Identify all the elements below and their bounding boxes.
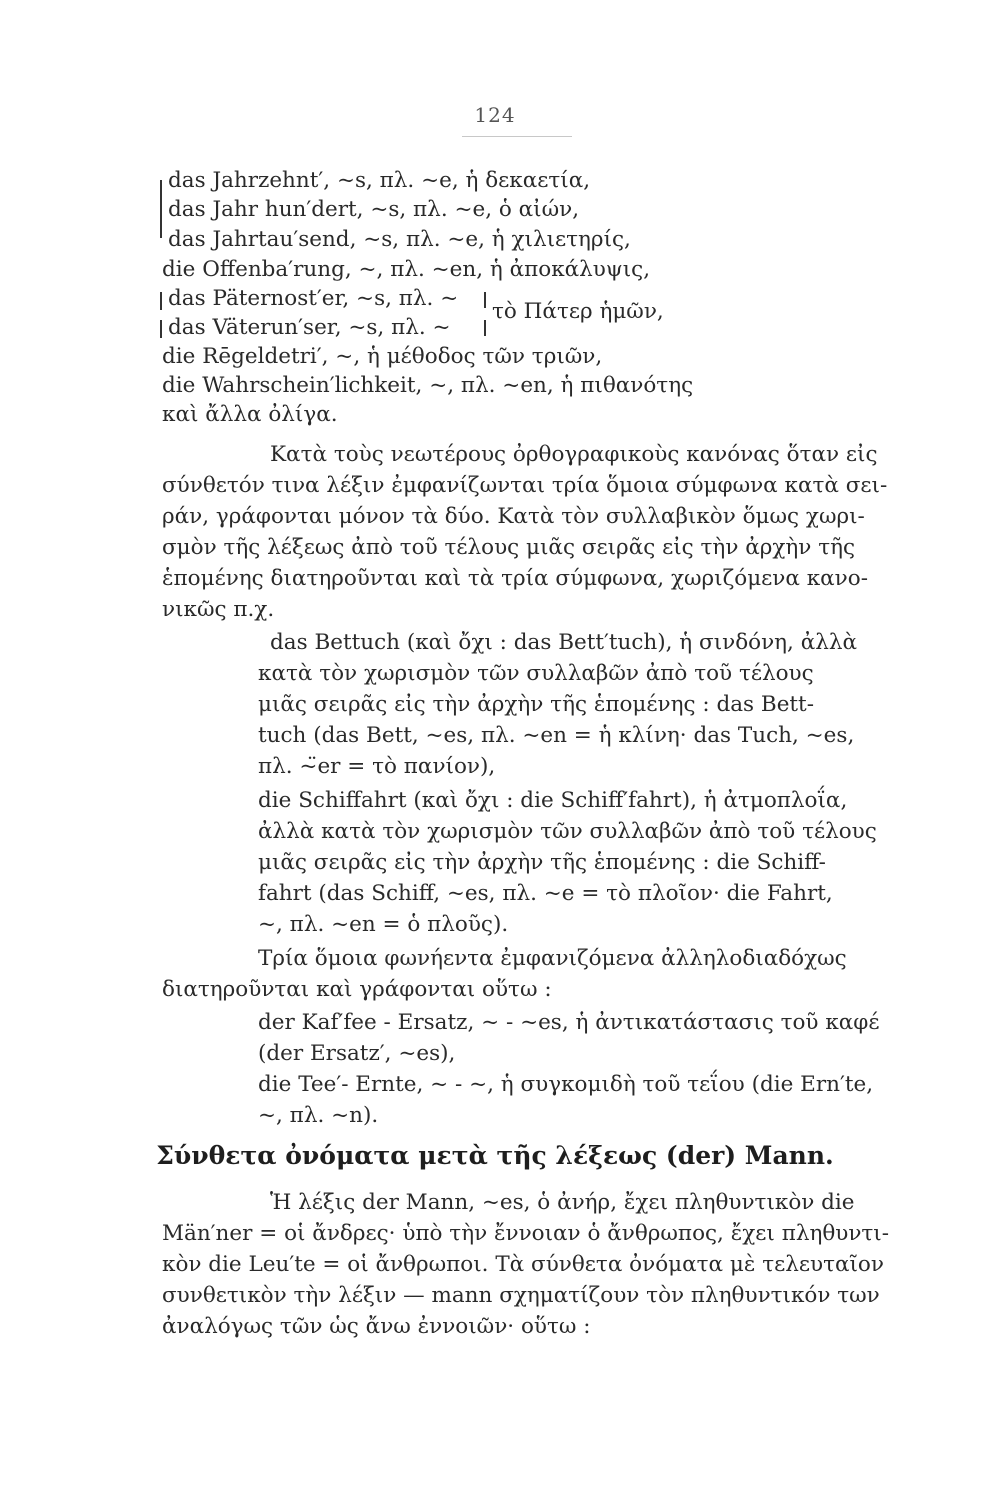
bracket-mark [160, 292, 162, 310]
bracket-mark [484, 292, 486, 308]
page-number: 124 [474, 103, 516, 127]
paragraph-line: ἑπομένης διατηροῦνται καὶ τὰ τρία σύμφωνα, χωριζόμενα κανο- [162, 566, 868, 591]
paragraph-line: συνθετικὸν τὴν λέξιν — mann σχηματίζουν τὸν πληθυντικόν των [162, 1283, 880, 1308]
pater-gloss: τὸ Πάτερ ἡμῶν, [492, 299, 664, 324]
paragraph-line: Κατὰ τοὺς νεωτέρους ὀρθογραφικοὺς κανόνας ὅταν εἰς [270, 442, 878, 467]
list-item: das Jahr hun′dert, ~s, πλ. ~e, ὁ αἰών, [168, 197, 580, 222]
example-line: πλ. ~̈er = τὸ πανίον), [258, 754, 496, 779]
example-line: κατὰ τὸν χωρισμὸν τῶν συλλαβῶν ἀπὸ τοῦ τέλους [258, 661, 814, 686]
list-item: das Päternost′er, ~s, πλ. ~ [168, 286, 459, 311]
paragraph-line: κὸν die Leu′te = οἱ ἄνθρωποι. Τὰ σύνθετα ὀνόματα μὲ τελευταῖον [162, 1252, 884, 1277]
example-line: fahrt (das Schiff, ~es, πλ. ~e = τὸ πλοῖον· die Fahrt, [258, 881, 833, 906]
example-line: die Tee′- Ernte, ~ - ~, ἡ συγκομιδὴ τοῦ τεΐου (die Ern′te, [258, 1072, 874, 1097]
paragraph-line: σμὸν τῆς λέξεως ἀπὸ τοῦ τέλους μιᾶς σειρᾶς εἰς τὴν ἀρχὴν τῆς [162, 535, 856, 560]
bracket-mark [160, 180, 162, 238]
example-line: μιᾶς σειρᾶς εἰς τὴν ἀρχὴν τῆς ἑπομένης : das Bett- [258, 692, 814, 717]
paragraph-line: ἀναλόγως τῶν ὡς ἄνω ἐννοιῶν· οὕτω : [162, 1314, 591, 1339]
example-line: die Schiffahrt (καὶ ὄχι : die Schiff′fahrt), ἡ ἀτμοπλοΐα, [258, 788, 848, 813]
paragraph-line: Τρία ὅμοια φωνήεντα ἐμφανιζόμενα ἀλληλοδιαδόχως [258, 946, 847, 971]
example-line: der Kaf′fee - Ersatz, ~ - ~es, ἡ ἀντικατάστασις τοῦ καφέ [258, 1010, 880, 1035]
header-rule [462, 136, 572, 137]
bracket-mark [484, 320, 486, 336]
list-item: die Rēgeldetri′, ~, ἡ μέθοδος τῶν τριῶν, [162, 344, 603, 369]
example-line: ~, πλ. ~en = ὁ πλοῦς). [258, 912, 509, 937]
example-line: (der Ersatz′, ~es), [258, 1041, 456, 1066]
paragraph-line: Ἡ λέξις der Mann, ~es, ὁ ἀνήρ, ἔχει πληθυντικὸν die [270, 1190, 855, 1215]
list-item: die Offenba′rung, ~, πλ. ~en, ἡ ἀποκάλυψις, [162, 257, 651, 282]
list-item: das Jahrtau′send, ~s, πλ. ~e, ἡ χιλιετηρίς, [168, 227, 631, 252]
bracket-mark [160, 320, 162, 338]
paragraph-line: Män′ner = οἱ ἄνδρες· ὑπὸ τὴν ἔννοιαν ὁ ἄνθρωπος, ἔχει πληθυντι- [162, 1221, 890, 1246]
example-line: ἀλλὰ κατὰ τὸν χωρισμὸν τῶν συλλαβῶν ἀπὸ τοῦ τέλους [258, 819, 877, 844]
example-line: μιᾶς σειρᾶς εἰς τὴν ἀρχὴν τῆς ἑπομένης : die Schiff- [258, 850, 826, 875]
list-item: das Jahrzehnt′, ~s, πλ. ~e, ἡ δεκαετία, [168, 168, 591, 193]
list-item: das Väterun′ser, ~s, πλ. ~ [168, 315, 451, 340]
example-line: tuch (das Bett, ~es, πλ. ~en = ἡ κλίνη· das Tuch, ~es, [258, 723, 855, 748]
list-item: καὶ ἄλλα ὀλίγα. [162, 402, 338, 427]
paragraph-line: ράν, γράφονται μόνον τὰ δύο. Κατὰ τὸν συλλαβικὸν ὅμως χωρι- [162, 504, 865, 529]
paragraph-line: νικῶς π.χ. [162, 597, 275, 622]
paragraph-line: σύνθετόν τινα λέξιν ἐμφανίζωνται τρία ὅμοια σύμφωνα κατὰ σει- [162, 473, 888, 498]
example-line: das Bettuch (καὶ ὄχι : das Bett′tuch), ἡ σινδόνη, ἀλλὰ [270, 630, 857, 655]
paragraph-line: διατηροῦνται καὶ γράφονται οὕτω : [162, 977, 552, 1002]
section-heading: Σύνθετα ὀνόματα μετὰ τῆς λέξεως (der) Mann. [156, 1141, 834, 1170]
list-item: die Wahrschein′lichkeit, ~, πλ. ~en, ἡ πιθανότης [162, 373, 694, 398]
example-line: ~, πλ. ~n). [258, 1103, 379, 1128]
